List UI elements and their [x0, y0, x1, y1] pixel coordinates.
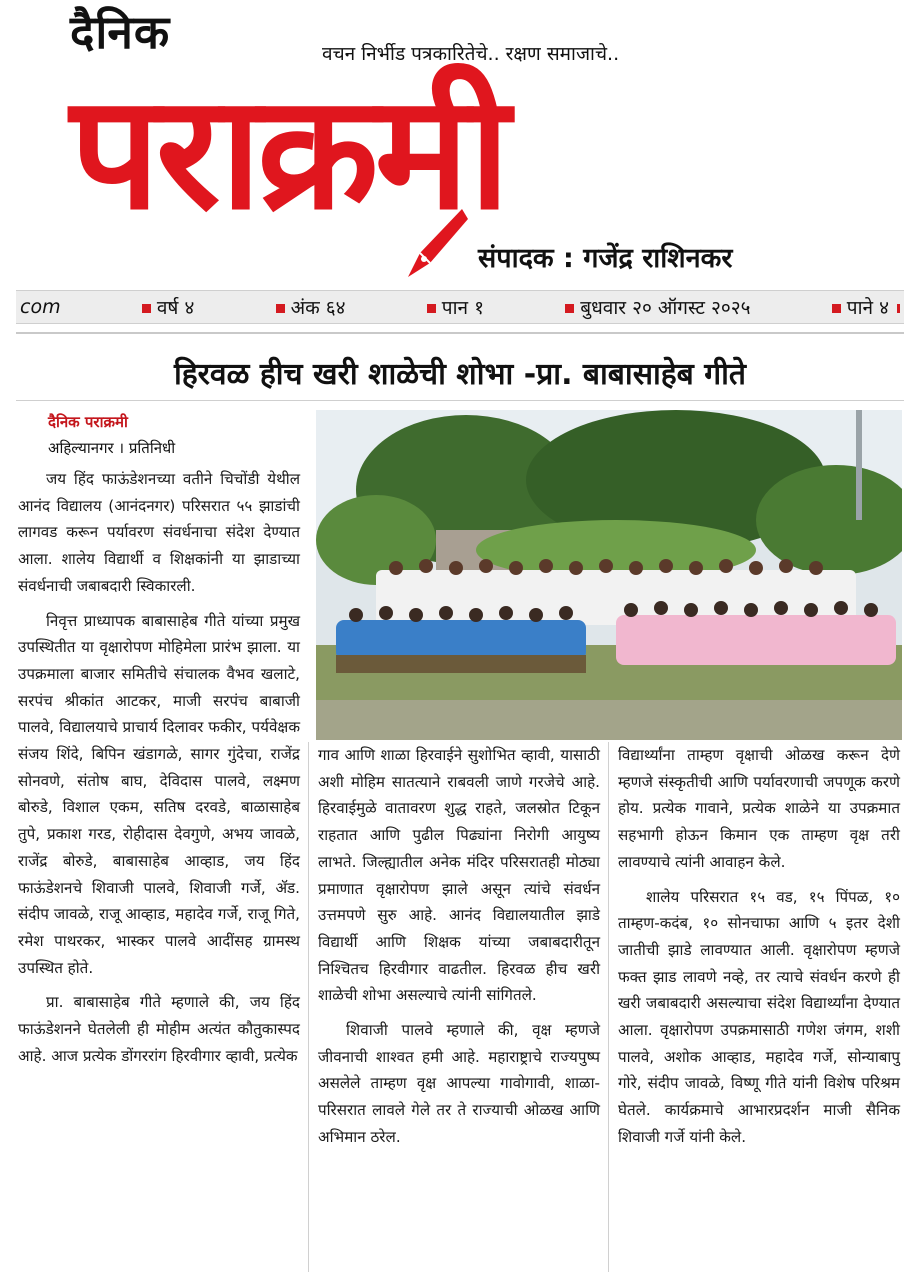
headline-divider	[16, 400, 904, 401]
article-dateline: अहिल्यानगर । प्रतिनिधी	[48, 439, 176, 457]
article-column-1	[18, 466, 300, 1069]
bullet-square-icon	[276, 304, 285, 313]
issue-year: वर्ष ४	[156, 297, 195, 319]
bullet-square-icon	[832, 304, 841, 313]
issue-date: बुधवार २० ऑगस्ट २०२५	[580, 297, 751, 319]
bullet-square-icon	[427, 304, 436, 313]
article-paragraph: जय हिंद फाऊंडेशनच्या वतीने चिचोंडी येथील आनंद विद्यालय (आनंदनगर) परिसरात ५५ झाडांची लागवड करून पर्यावरण संवर्धनाचा संदेश देण्यात आला. शालेय विद्यार्थी व शिक्षकांनी या झाडाच्या संवर्धनाची जबाबदारी स्विकारली.	[18, 470, 300, 595]
bullet-square-icon	[142, 304, 151, 313]
page-number: पान १	[441, 297, 484, 319]
article-paragraph: गाव आणि शाळा हिरवाईने सुशोभित व्हावी, यासाठी अशी मोहिम सातत्याने राबवली जाणे गरजेचे आहे. हिरवाईमुळे वातावरण शुद्ध राहते, जलस्रोत टिकून राहतात आणि पुढील पिढ्यांना निरोगी आयुष्य लाभते. जिल्ह्यातील अनेक मंदिर परिसरातही मोठ्या प्रमाणात वृक्षारोपण झाले असून त्यांचे संवर्धन उत्तमपणे सुरु आहे. आनंद विद्यालयातील झाडे विद्यार्थी आणि शिक्षक यांच्या जबाबदारीतून निश्चितच हिरवीगार वाढतील. हिरवळ हीच खरी शाळेची शोभा असल्याचे त्यांनी सांगितले.	[318, 746, 600, 1005]
masthead-divider	[16, 332, 904, 334]
column-divider	[608, 742, 609, 1272]
article-paragraph: प्रा. बाबासाहेब गीते म्हणाले की, जय हिंद फाऊंडेशनने घेतलेली ही मोहीम अत्यंत कौतुकास्पद आहे. आज प्रत्येक डोंगररांग हिरवीगार व्हावी, प्रत्येक	[18, 993, 300, 1065]
article-column-2	[318, 742, 600, 1151]
tree-plantation-group-photo	[316, 410, 902, 740]
article-source: दैनिक पराक्रमी	[48, 413, 128, 431]
article-headline: हिरवळ हीच खरी शाळेची शोभा -प्रा. बाबासाहेब गीते	[173, 357, 747, 392]
editor-credit: संपादक : गजेंद्र राशिनकर	[478, 243, 733, 274]
article-paragraph: विद्यार्थ्यांना ताम्हण वृक्षाची ओळख करून देणे म्हणजे संस्कृतीची आणि पर्यावरणाची जपणूक करणे होय. प्रत्येक गावाने, प्रत्येक शाळेने या उपक्रमात सहभागी होऊन किमान एक ताम्हण वृक्ष तरी लावण्याचे त्यांनी आवाहन केले.	[618, 746, 900, 871]
column-divider	[308, 742, 309, 1272]
page-count: पाने ४	[846, 297, 889, 319]
article-column-3	[618, 742, 900, 1151]
article-paragraph: शिवाजी पालवे म्हणाले की, वृक्ष म्हणजे जीवनाची शाश्वत हमी आहे. महाराष्ट्राचे राज्यपुष्प असलेले ताम्हण वृक्ष आपल्या गावोगावी, शाळा-परिसरात लावले गेले तर ते राज्याची ओळख आणि अभिमान ठरेल.	[318, 1021, 600, 1146]
article-paragraph: निवृत्त प्राध्यापक बाबासाहेब गीते यांच्या प्रमुख उपस्थितीत या वृक्षारोपण मोहिमेला प्रारंभ झाला. या उपक्रमाला बाजार समितीचे संचालक वैभव खलाटे, सरपंच श्रीकांत आटकर, माजी सरपंच बाबाजी पालवे, विद्यालयाचे प्राचार्य दिलावर फकीर, पर्यवेक्षक संजय शिंदे, बिपिन खंडागळे, सागर गुंदेचा, राजेंद्र सोनवणे, संतोष बाघ, देविदास पालवे, लक्ष्मण बोरुडे, विशाल एकम, सतिष दरवडे, बाळासाहेब तुपे, प्रकाश गरड, रोहीदास देवगुणे, अभय जावळे, राजेंद्र बोरुडे, बाबासाहेब आव्हाड, जय हिंद फाऊंडेशनचे शिवाजी पालवे, शिवाजी गर्जे, ॲड. संदीप जावळे, राजू आव्हाड, महादेव गर्जे, राजू गिते, रमेश पाथरकर, भास्कर पालवे आदींसह ग्रामस्थ उपस्थित होते.	[18, 611, 300, 977]
masthead-small-title: दैनिक	[70, 5, 171, 59]
masthead-tagline: वचन निर्भीड पत्रकारितेचे.. रक्षण समाजाचे..	[322, 43, 620, 65]
website-suffix: com	[20, 296, 61, 318]
issue-info-strip	[16, 290, 904, 324]
masthead-logo-title: पराक्रमी	[70, 61, 507, 245]
bullet-square-icon	[897, 304, 900, 313]
pen-nib-icon	[400, 205, 470, 280]
bullet-square-icon	[565, 304, 574, 313]
article-paragraph: शालेय परिसरात १५ वड, १५ पिंपळ, १० ताम्हण-कदंब, १० सोनचाफा आणि ५ इतर देशी जातीची झाडे लावण्यात आली. वृक्षारोपण म्हणजे फक्त झाड लावणे नव्हे, तर त्याचे संवर्धन करणे ही खरी जबाबदारी असल्याचा संदेश विद्यार्थ्यांना देण्यात आला. वृक्षारोपण उपक्रमासाठी गणेश जंगम, शशी पालवे, अशोक आव्हाड, महादेव गर्जे, सोन्याबापु गोरे, संदीप जावळे, विष्णू गीते यांनी विशेष परिश्रम घेतले. कार्यक्रमाचे आभारप्रदर्शन माजी सैनिक शिवाजी गर्जे यांनी केले.	[618, 887, 900, 1146]
issue-number: अंक ६४	[290, 297, 346, 319]
